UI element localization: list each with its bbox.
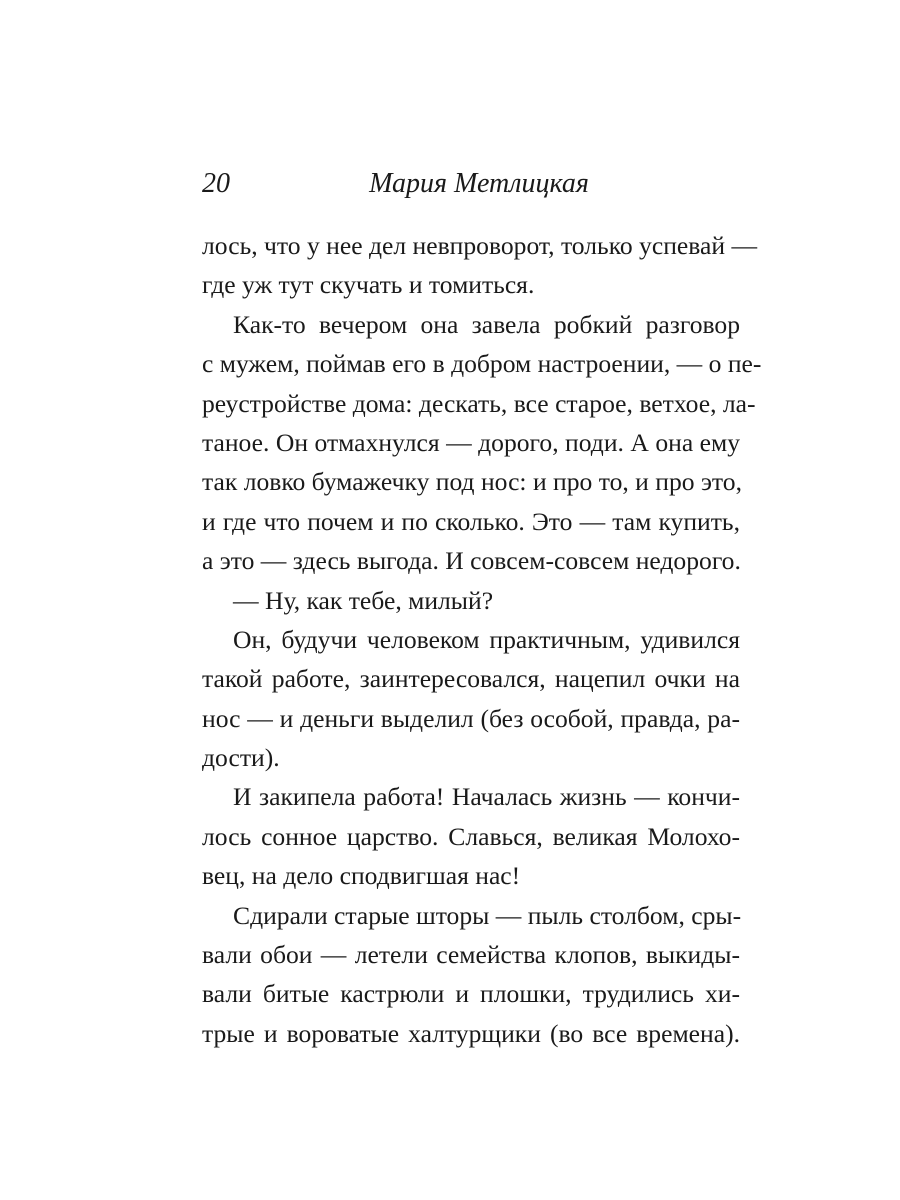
text-line: Как-то вечером она завела робкий разговор [233, 309, 740, 339]
text-line: Сдирали старые шторы — пыль столбом, сры- [233, 900, 742, 930]
text-line: нос — и деньги выделил (без особой, правда, ра- [202, 703, 740, 733]
text-line: дости). [202, 743, 280, 773]
running-head [202, 164, 740, 204]
text-line: — Ну, как тебе, милый? [233, 585, 494, 615]
text-line: лось, что у нее дел невпроворот, только успевай — [202, 231, 758, 260]
text-line: а это — здесь выгода. И совсем-совсем недорого. [202, 546, 741, 576]
text-line: вец, на дело сподвигшая нас! [202, 861, 521, 891]
text-line: лось сонное царство. Славься, великая Молохо- [202, 821, 740, 851]
text-line: И закипела работа! Началась жизнь — кончи- [233, 782, 740, 812]
text-line: где уж тут скучать и томиться. [202, 270, 535, 300]
text-line: вали обои — летели семейства клопов, выкиды- [202, 940, 740, 970]
text-line: так ловко бумажечку под нос: и про то, и про это, [202, 467, 742, 497]
body-text [202, 226, 762, 1053]
text-line: реустройстве дома: дескать, все старое, ветхое, ла- [202, 388, 756, 418]
text-line: вали битые кастрюли и плошки, трудились хи- [202, 979, 740, 1009]
running-head-author: Мария Метлицкая [369, 168, 589, 199]
text-line: таное. Он отмахнулся — дорого, поди. А она ему [202, 427, 740, 457]
text-line: трые и вороватые халтурщики (во все времена). [202, 1018, 740, 1048]
text-line: с мужем, поймав его в добром настроении, — о пе- [202, 349, 762, 379]
text-line: Он, будучи человеком практичным, удивился [233, 624, 740, 654]
text-line: и где что почем и по сколько. Это — там купить, [202, 506, 740, 536]
text-line: такой работе, заинтересовался, нацепил очки на [202, 664, 740, 694]
page-number: 20 [202, 168, 230, 199]
